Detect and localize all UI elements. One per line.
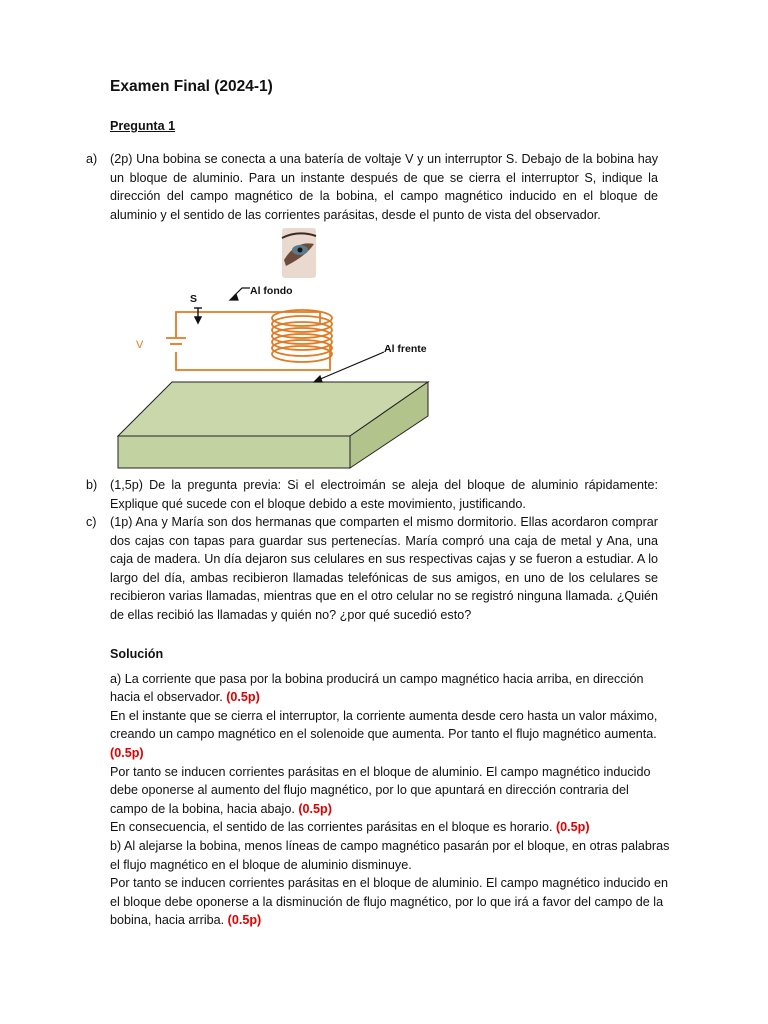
solution-section: [110, 645, 670, 930]
switch-label: S: [190, 293, 198, 305]
front-label: Al frente: [384, 343, 427, 355]
voltage-label: V: [136, 339, 144, 351]
question-a: [86, 150, 658, 224]
question-c-text: (1p) Ana y María son dos hermanas que comparten el mismo dormitorio. Ellas acordaron comprar dos cajas con tapas para guardar sus pertenecías. María compró una caja de metal y Ana, una caja de madera. Un día dejaron sus celulares en sus respectivas cajas y se fueron a estudiar. A lo largo del día, ambas recibieron llamadas telefónicas de sus amigos, en uno de los celulares se recibieron varias llamadas, mientras que en el otro celular no se registró ninguna llamada. ¿Quién de ellas recibió las llamadas y quién no? ¿por qué sucedió esto?: [110, 515, 658, 622]
back-label: Al fondo: [250, 285, 293, 297]
aluminum-block: [118, 382, 428, 468]
question-c: [86, 513, 658, 625]
solution-line: Por tanto se inducen corrientes parásitas en el bloque de aluminio. El campo magnético inducido debe oponerse al aumento del flujo magnético, por lo que apuntará en dirección contraria del campo de la bobina, hacia abajo. (0.5p): [110, 764, 651, 816]
coil-icon: [272, 310, 332, 362]
solution-line: a) La corriente que pasa por la bobina producirá un campo magnético hacia arriba, en dirección hacia el observador. (0.5p): [110, 671, 644, 705]
question-b-letter: b): [86, 478, 98, 492]
solution-line: En el instante que se cierra el interruptor, la corriente aumenta desde cero hasta un valor máximo, creando un campo magnético en el solenoide que aumenta. Por tanto el flujo magnético aumenta. (0.5p): [110, 708, 658, 760]
observer-eye-icon: [282, 228, 316, 278]
switch-icon: [190, 308, 232, 323]
question-b-text: (1,5p) De la pregunta previa: Si el electroimán se aleja del bloque de aluminio rápidamente: Explique qué sucede con el bloque debido a este movimiento, justificando.: [110, 478, 658, 511]
question-heading: Pregunta 1: [110, 119, 176, 133]
points-badge: (0.5p): [227, 913, 262, 928]
solution-line: Por tanto se inducen corrientes parásitas en el bloque de aluminio. El campo magnético inducido en el bloque debe oponerse a la disminución de flujo magnético, por lo que irá a favor del campo de la bobina, hacia arriba. (0.5p): [110, 876, 668, 928]
solution-heading: Solución: [110, 647, 164, 661]
question-c-letter: c): [86, 515, 97, 529]
circuit-figure: [110, 226, 440, 476]
points-badge: (0.5p): [298, 801, 332, 816]
points-badge: (0.5p): [226, 690, 260, 705]
solution-line: En consecuencia, el sentido de las corrientes parásitas en el bloque es horario. (0.5p): [110, 820, 590, 835]
question-b: [86, 476, 658, 513]
solution-line: b) Al alejarse la bobina, menos líneas de campo magnético pasarán por el bloque, en otras palabras el flujo magnético en el bloque de aluminio disminuye.: [110, 838, 670, 872]
exam-title: Examen Final (2024-1): [110, 78, 273, 95]
question-a-text: (2p) Una bobina se conecta a una batería de voltaje V y un interruptor S. Debajo de la bobina hay un bloque de aluminio. Para un instante después de que se cierra el interruptor S, indique la dirección del campo magnético de la bobina, el campo magnético inducido en el bloque de aluminio y el sentido de las corrientes parásitas, desde el punto de vista del observador.: [110, 152, 658, 222]
block-front: [118, 436, 350, 468]
battery-icon: [166, 338, 186, 344]
points-badge: (0.5p): [555, 820, 590, 835]
question-a-letter: a): [86, 152, 98, 166]
points-badge: (0.5p): [110, 745, 144, 760]
